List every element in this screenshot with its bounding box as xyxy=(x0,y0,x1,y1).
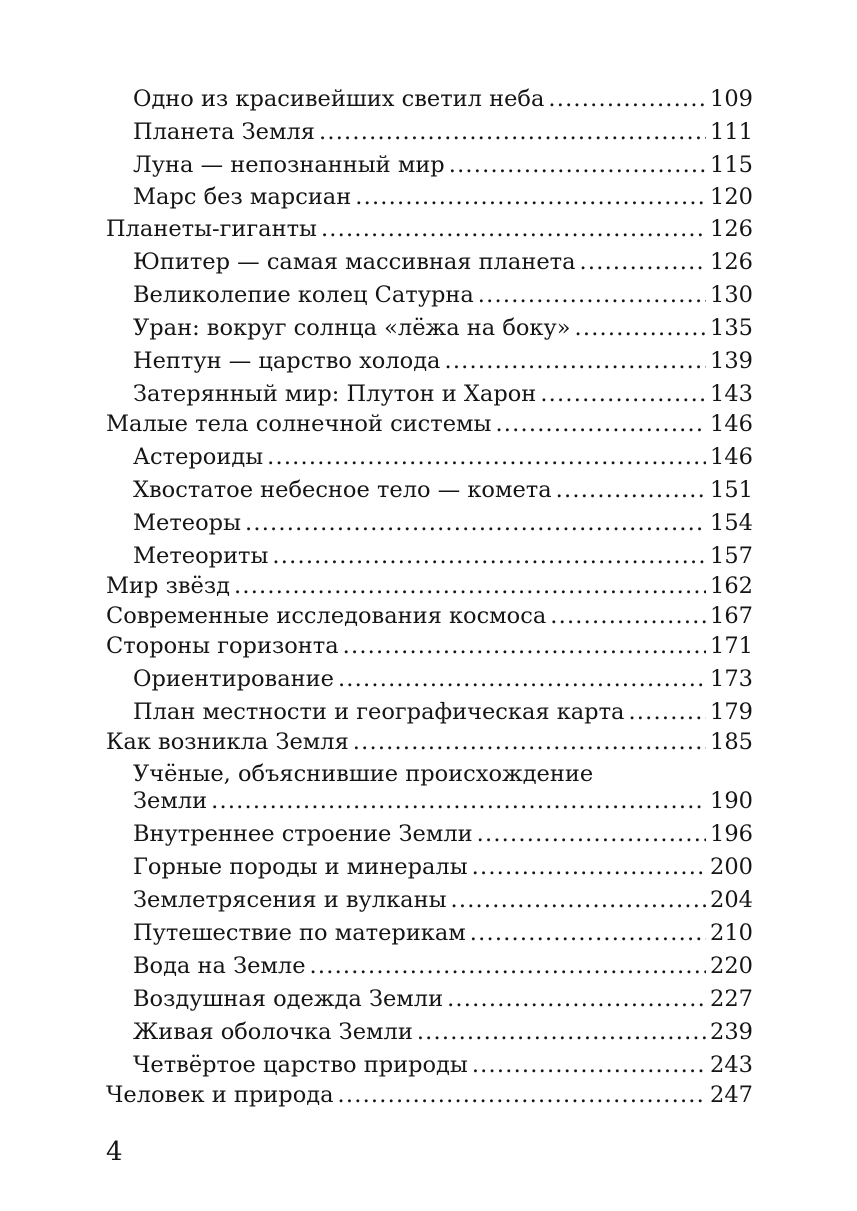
toc-leader-dots xyxy=(477,818,706,851)
toc-page-number: 109 xyxy=(710,86,753,112)
toc-leader-dots xyxy=(353,726,706,759)
toc-section xyxy=(0,600,857,633)
toc-entry-title-line2: Земли xyxy=(133,788,208,814)
toc-leader-dots xyxy=(245,507,706,540)
toc-page-number: 171 xyxy=(710,633,753,659)
toc-page-number: 204 xyxy=(710,887,753,913)
toc-leader-dots xyxy=(321,213,706,246)
toc-leader-dots xyxy=(444,345,706,378)
toc-leader-dots xyxy=(580,246,707,279)
toc-leader-dots xyxy=(472,1049,706,1082)
toc-section-title: Современные исследования космоса xyxy=(106,603,547,629)
toc-leader-dots xyxy=(450,884,706,917)
toc-leader-dots xyxy=(628,696,706,729)
toc-leader-dots xyxy=(211,785,706,818)
toc-leader-dots xyxy=(267,441,706,474)
toc-entry-title: Четвёртое царство природы xyxy=(133,1052,468,1078)
toc-leader-dots xyxy=(449,149,706,182)
toc-page-number: 146 xyxy=(710,444,753,470)
toc-leader-dots xyxy=(575,312,707,345)
toc-page-number: 210 xyxy=(710,920,753,946)
toc-leader-dots xyxy=(338,663,706,696)
toc-page-number: 115 xyxy=(710,152,753,178)
toc-entry xyxy=(0,279,857,312)
toc-leader-dots xyxy=(310,950,707,983)
toc-entry xyxy=(0,696,857,729)
toc-entry xyxy=(0,246,857,279)
toc-entry-title: Землетрясения и вулканы xyxy=(133,887,447,913)
toc-entry xyxy=(0,312,857,345)
toc-entry-title: Уран: вокруг солнца «лёжа на боку» xyxy=(133,315,571,341)
toc-page-number: 243 xyxy=(710,1052,753,1078)
toc-entry-title: Воздушная одежда Земли xyxy=(133,986,444,1012)
toc-entry-title: Затерянный мир: Плутон и Харон xyxy=(133,381,537,407)
toc-page-number: 247 xyxy=(710,1082,753,1108)
toc-entry xyxy=(0,507,857,540)
toc-page-number: 239 xyxy=(710,1019,753,1045)
toc-entry xyxy=(0,950,857,983)
toc-section-title: Мир звёзд xyxy=(106,573,230,599)
toc-page-number: 146 xyxy=(710,411,753,437)
toc-page-number: 143 xyxy=(710,381,753,407)
toc-entry-title: Одно из красивейших светил неба xyxy=(133,86,545,112)
toc-entry xyxy=(0,663,857,696)
toc-entry xyxy=(0,818,857,851)
toc-entry xyxy=(0,474,857,507)
toc-page-number: 135 xyxy=(710,315,753,341)
toc-section-title: Стороны горизонта xyxy=(106,633,339,659)
toc-section xyxy=(0,213,857,246)
toc-page-number: 126 xyxy=(710,216,753,242)
toc-page-number: 167 xyxy=(710,603,753,629)
toc-leader-dots xyxy=(319,116,706,149)
toc-section xyxy=(0,1079,857,1112)
toc-section xyxy=(0,726,857,759)
toc-section xyxy=(0,630,857,663)
toc-section-title: Как возникла Земля xyxy=(106,729,349,755)
toc-page-number: 130 xyxy=(710,282,753,308)
toc-entry xyxy=(0,441,857,474)
toc-entry-title: Марс без марсиан xyxy=(133,184,352,210)
toc-entry-title: Живая оболочка Земли xyxy=(133,1019,413,1045)
toc-leader-dots xyxy=(478,279,706,312)
toc-entry xyxy=(0,1016,857,1049)
toc-entry-title-line1: Учёные, объяснившие происхождение xyxy=(133,761,594,787)
toc-entry-title: Внутреннее строение Земли xyxy=(133,821,473,847)
toc-page-number: 173 xyxy=(710,666,753,692)
toc-entry xyxy=(0,149,857,182)
toc-page-number: 179 xyxy=(710,699,753,725)
toc-page-number: 151 xyxy=(710,477,753,503)
toc-entry xyxy=(0,917,857,950)
toc-entry xyxy=(0,116,857,149)
toc-entry-title: Юпитер — самая массивная планета xyxy=(133,249,576,275)
toc-leader-dots xyxy=(417,1016,706,1049)
toc-entry xyxy=(0,83,857,116)
toc-entry-title: Нептун — царство холода xyxy=(133,348,441,374)
toc-page-number: 120 xyxy=(710,184,753,210)
page-number: 4 xyxy=(106,1137,123,1167)
toc-entry-title: Путешествие по материкам xyxy=(133,920,466,946)
toc-leader-dots xyxy=(495,408,706,441)
toc-leader-dots xyxy=(550,600,706,633)
toc-page-number: 185 xyxy=(710,729,753,755)
toc-entry-title: Метеориты xyxy=(133,543,269,569)
toc-section-title: Планеты-гиганты xyxy=(106,216,317,242)
toc-entry xyxy=(0,851,857,884)
toc-entry-title: Планета Земля xyxy=(133,119,315,145)
toc-section xyxy=(0,570,857,603)
toc-leader-dots xyxy=(338,1079,707,1112)
toc-page-number: 111 xyxy=(710,119,753,145)
toc-entry xyxy=(0,345,857,378)
toc-page-number: 220 xyxy=(710,953,753,979)
toc-entry-title: Горные породы и минералы xyxy=(133,854,468,880)
toc-entry-title: Ориентирование xyxy=(133,666,334,692)
toc-entry xyxy=(0,1049,857,1082)
toc-leader-dots xyxy=(556,474,706,507)
toc-entry-title: Астероиды xyxy=(133,444,264,470)
toc-page-number: 126 xyxy=(710,249,753,275)
toc-section-title: Человек и природа xyxy=(106,1082,334,1108)
toc-leader-dots xyxy=(548,83,706,116)
toc-entry xyxy=(0,983,857,1016)
toc-entry xyxy=(0,785,857,818)
toc-page-number: 162 xyxy=(710,573,753,599)
toc-section xyxy=(0,408,857,441)
toc-page-number: 200 xyxy=(710,854,753,880)
toc-entry xyxy=(0,181,857,214)
toc-page-number: 154 xyxy=(710,510,753,536)
toc-section-title: Малые тела солнечной системы xyxy=(106,411,492,437)
toc-page-number: 196 xyxy=(710,821,753,847)
toc-entry xyxy=(0,378,857,411)
toc-entry-title: Хвостатое небесное тело — комета xyxy=(133,477,552,503)
toc-page-number: 227 xyxy=(710,986,753,1012)
toc-page-number: 139 xyxy=(710,348,753,374)
toc-entry xyxy=(0,884,857,917)
toc-page-number: 157 xyxy=(710,543,753,569)
toc-entry xyxy=(0,540,857,573)
toc-entry-title: Метеоры xyxy=(133,510,241,536)
toc-entry-title: Луна — непознанный мир xyxy=(133,152,445,178)
toc-entry-title: План местности и географическая карта xyxy=(133,699,625,725)
toc-leader-dots xyxy=(343,630,706,663)
toc-leader-dots xyxy=(472,851,706,884)
toc-leader-dots xyxy=(234,570,706,603)
toc-leader-dots xyxy=(540,378,706,411)
toc-leader-dots xyxy=(272,540,706,573)
toc-page-number: 190 xyxy=(710,788,753,814)
toc-entry-title: Вода на Земле xyxy=(133,953,306,979)
toc-leader-dots xyxy=(470,917,706,950)
toc-leader-dots xyxy=(447,983,706,1016)
toc-leader-dots xyxy=(355,181,706,214)
toc-entry-title: Великолепие колец Сатурна xyxy=(133,282,474,308)
